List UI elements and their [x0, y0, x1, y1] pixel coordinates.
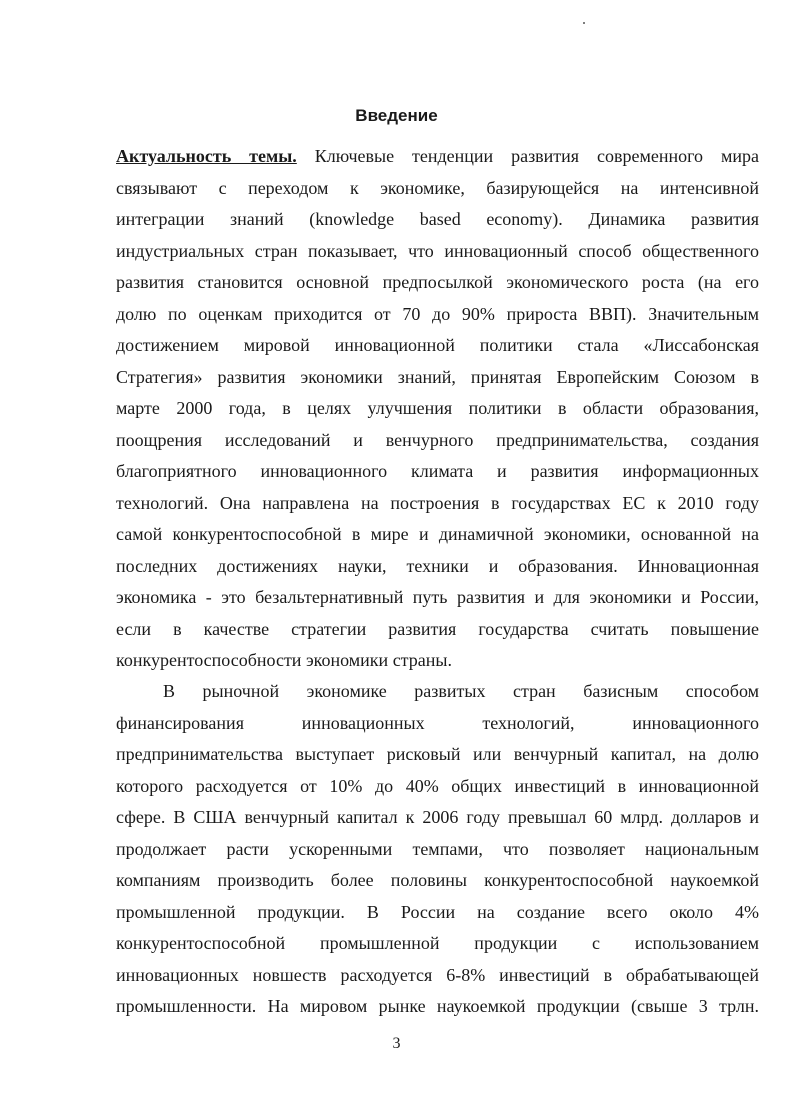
text-line: связывают с переходом к экономике, базирующейся на интенсивной [116, 177, 759, 198]
text-line: долю по оценкам приходится от 70 до 90% прироста ВВП). Значительным [116, 303, 759, 324]
text-line: последних достижениях науки, техники и образования. Инновационная [116, 555, 759, 576]
text-line: Стратегия» развития экономики знаний, принятая Европейским Союзом в [116, 366, 759, 387]
text-line: В рыночной экономике развитых стран базисным способом [163, 681, 759, 701]
text-line: финансирования инновационных технологий, инновационного [116, 712, 759, 733]
text-line: развития становится основной предпосылкой экономического роста (на его [116, 272, 759, 292]
text-line [116, 141, 759, 173]
text-line: благоприятного инновационного климата и развития информационных [116, 461, 759, 481]
text-line: продолжает расти ускоренными темпами, что позволяет национальным [116, 838, 759, 859]
text-line: компаниям производить более половины конкурентоспособной наукоемкой [116, 870, 759, 890]
text-line: достижением мировой инновационной политики стала «Лиссабонская [116, 335, 759, 355]
text-line: инновационных новшеств расходуется 6-8% инвестиций в обрабатывающей [116, 964, 759, 985]
text-line: промышленности. На мировом рынке наукоемкой продукции (свыше 3 трлн. [116, 996, 759, 1016]
text-line: марте 2000 года, в целях улучшения политики в области образования, [116, 398, 759, 418]
paragraph-relevance [116, 141, 759, 677]
text-line: конкурентоспособной промышленной продукции с использованием [116, 933, 759, 953]
text-line: экономика - это безальтернативный путь развития и для экономики и России, [116, 587, 759, 607]
page-number: 3 [392, 1035, 401, 1052]
text-line: предпринимательства выступает рисковый или венчурный капитал, на долю [116, 744, 759, 764]
text-line: технологий. Она направлена на построения в государствах ЕС к 2010 году [116, 492, 759, 513]
text-line: сфере. В США венчурный капитал к 2006 году превышал 60 млрд. долларов и [116, 807, 759, 827]
text-line: индустриальных стран показывает, что инновационный способ общественного [116, 240, 759, 261]
paragraph-venture-capital [116, 676, 759, 1023]
text-line: поощрения исследований и венчурного предпринимательства, создания [116, 429, 759, 450]
text-line: если в качестве стратегии развития государства считать повышение [116, 618, 759, 639]
text-line: самой конкурентоспособной в мире и динамичной экономики, основанной на [116, 524, 759, 544]
section-heading: Введение [355, 106, 438, 125]
text-line: которого расходуется от 10% до 40% общих инвестиций в инновационной [116, 775, 759, 796]
text-line: интеграции знаний (knowledge based economy). Динамика развития [116, 209, 759, 229]
scan-speck [583, 22, 585, 24]
text-line: конкурентоспособности экономики страны. [116, 650, 452, 670]
text-line-rest: Ключевые тенденции развития современного мира [296, 146, 759, 166]
text-line: промышленной продукции. В России на создание всего около 4% [116, 901, 759, 922]
relevance-lead: Актуальность темы. [116, 146, 297, 166]
